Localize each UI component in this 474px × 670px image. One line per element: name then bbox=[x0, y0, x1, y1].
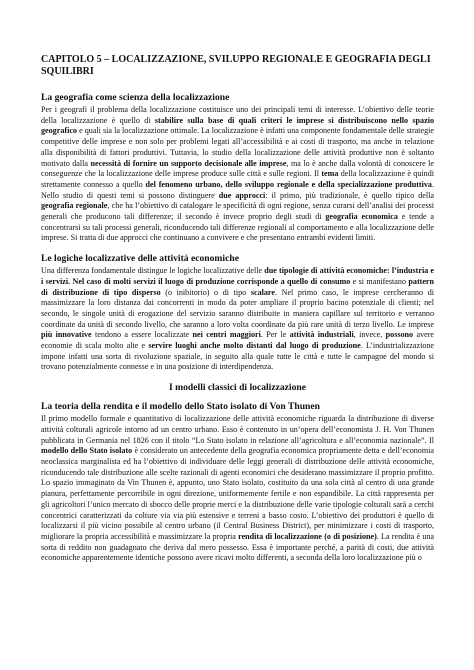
bold-text-run: tema bbox=[321, 169, 339, 179]
bold-text-run: servire luoghi anche molto distanti dal luogo di produzione bbox=[148, 341, 361, 351]
bold-text-run: pattern di distribuzione di tipo disperso bbox=[41, 276, 435, 297]
bold-text-run: modello dello Stato isolato bbox=[41, 446, 133, 456]
text-run: . Nel primo caso, le imprese cercheranno di massimizzare la loro distanza dai concorrenti in modo da poter ampliare il proprio bacino potenziale di clienti; nel secondo, le singole unità di erogazione del servizio saranno distribuite in maniera capillare sul territorio e verranno coordinate da unità di secondo livello, che saranno a loro volta coordinate da più rare unità di terzo livello. Le imprese bbox=[41, 287, 435, 329]
bold-text-run: geografia regionale bbox=[41, 201, 108, 211]
text-run: della localizzazione è quindi strettamente connesso a quello bbox=[41, 169, 434, 189]
text-run: , che ha l’obiettivo di catalogare le specificità di ogni regione, senza curarsi dell’analisi dei processi generali che producono tali differenze; il secondo è invece proprio degli studi di bbox=[41, 201, 434, 222]
section-heading-logiche: Le logiche localizzative delle attività economiche bbox=[41, 253, 239, 265]
section-paragraph-logiche bbox=[41, 266, 434, 373]
bold-text-run: attività industriali bbox=[289, 330, 354, 340]
text-run: : il primo, più tradizionale, è quello tipico della bbox=[265, 190, 434, 200]
bold-text-run: stabilire sulla base di quali criteri le imprese si distribuiscono nello spazio geografico bbox=[41, 115, 434, 136]
bold-text-run: rendita di localizzazione (o di posizione) bbox=[238, 531, 377, 541]
text-run: Il primo modello formale e quantitativo di localizzazione delle attività economiche riguarda la distribuzione di diverse attività colturali agricole intorno ad un centro urbano. Esso è contenuto in un’opera dell’economista J. H. Von Thunen pubblicata in Germania nel 1826 con il titolo “Lo Stato isolato in relazione all’agricoltura e all’economia nazionale”. Il bbox=[41, 414, 434, 445]
text-run: . Nello studio di questi temi si possono distinguere bbox=[41, 179, 435, 200]
section-heading-geografia: La geografia come scienza della localizzazione bbox=[41, 92, 230, 103]
bold-text-run: due tipologie di attività economiche: l’industria e i servizi. Nel caso di molti servizi il luogo di produzione corrisponde a quello di consumo bbox=[41, 266, 434, 286]
text-run: . La rendita è una sorta di reddito non guadagnato che deriva dal mero possesso. Essa è importante perché, a parità di costi, due attività economiche apparentemente identiche possono avere ricavi molto differenti, a seconda della loro localizzazione più o bbox=[41, 531, 435, 563]
chapter-title: CAPITOLO 5 – LOCALIZZAZIONE, SVILUPPO REGIONALE E GEOGRAFIA DEGLI SQUILIBRI bbox=[41, 54, 431, 77]
section-heading-modelli-classici: I modelli classici di localizzazione bbox=[169, 382, 306, 394]
text-run: (o inibitorio) o di tipo bbox=[160, 287, 251, 297]
text-run: tendono a essere localizzate bbox=[91, 330, 193, 340]
bold-text-run: del fenomeno urbano, dello sviluppo regionale e della specializzazione produttiva bbox=[145, 179, 432, 189]
bold-text-run: geografia economica bbox=[325, 212, 398, 222]
text-run: Per i geografi il problema della localizzazione costituisce uno dei principali temi di interesse. L’obiettivo delle teorie della localizzazione è quello di bbox=[41, 105, 434, 125]
text-run: e quali sia la localizzazione ottimale. La localizzazione è infatti una componente fondamentale delle strategie competitive delle imprese e non solo per problemi legati all’accessibilità e ai costi di trasporto, ma anche in relazione alla disponibilità di fattori produttivi. Tuttavia, lo studio della localizzazione delle attività produttive non è soltanto motivato dalla bbox=[41, 126, 434, 168]
text-run: e tende a concentrarsi su tali processi generali, riconducendo tali differenze regionali al comportamento e alla localizzazione delle imprese. Si tratta di due approcci che continuano a convivere e che presentano entrambi evidenti limiti. bbox=[41, 212, 434, 243]
bold-text-run: più innovative bbox=[41, 330, 92, 340]
bold-text-run: necessità di fornire un supporto decisionale alle imprese bbox=[90, 158, 287, 168]
bold-text-run: due approcci bbox=[218, 190, 266, 200]
text-run: , ma lo è anche dalla volontà di conoscere le conseguenze che la localizzazione delle imprese produce sulle città e sulle regioni. Il bbox=[41, 158, 434, 179]
section-paragraph-von-thunen bbox=[41, 414, 434, 564]
text-run: . Per le bbox=[260, 330, 290, 340]
text-run: e si manifestano bbox=[350, 276, 409, 286]
text-run: , invece, bbox=[353, 330, 386, 340]
text-run: avere economie di scala molto alte e bbox=[41, 330, 435, 351]
text-run: . L’industrializzazione impone infatti una sorta di rivoluzione spaziale, in seguito alla quale tutte le città e tutte le campagne del mondo si trovano potenzialmente connesse e in una posizione di interdipendenza. bbox=[41, 341, 434, 372]
text-run: è considerato un antecedente della geografia economica propriamente detta e dell’economia neoclassica marginalista ed ha l’obiettivo di individuare delle leggi generali di distribuzione delle attività economiche, riconducendo tale distribuzione alle scelte razionali di agenti economici che desiderano massimizzare il proprio profitto. Lo spazio immaginato da Vin Thunen è, appunto, uno Stato isolato, costituito da una sola città al centro di una grande pianura, perfettamente percorribile in ogni direzione, uniformemente fertile e non espandibile. La città rappresenta per gli agricoltori l’unico mercato di sbocco delle proprie merci e la distribuzione delle varie tipologie colturali sarà a cerchi concentrici caratterizzati da colture via via più estensive e terreni a basso costo. L’obiettivo dei produttori è quello di localizzarsi il più vicino possibile al centro urbano (il Central Business District), per minimizzare i costi di trasporto, migliorare la propria accessibilità e massimizzare la propria bbox=[41, 446, 434, 541]
bold-text-run: nei centri maggiori bbox=[192, 330, 261, 340]
bold-text-run: possono bbox=[385, 330, 414, 340]
text-run: Una differenza fondamentale distingue le logiche localizzative delle bbox=[41, 266, 265, 276]
bold-text-run: scalare bbox=[250, 287, 275, 297]
section-paragraph-geografia bbox=[41, 105, 434, 244]
section-heading-von-thunen: La teoria della rendita e il modello dello Stato isolato di Von Thunen bbox=[41, 401, 320, 413]
